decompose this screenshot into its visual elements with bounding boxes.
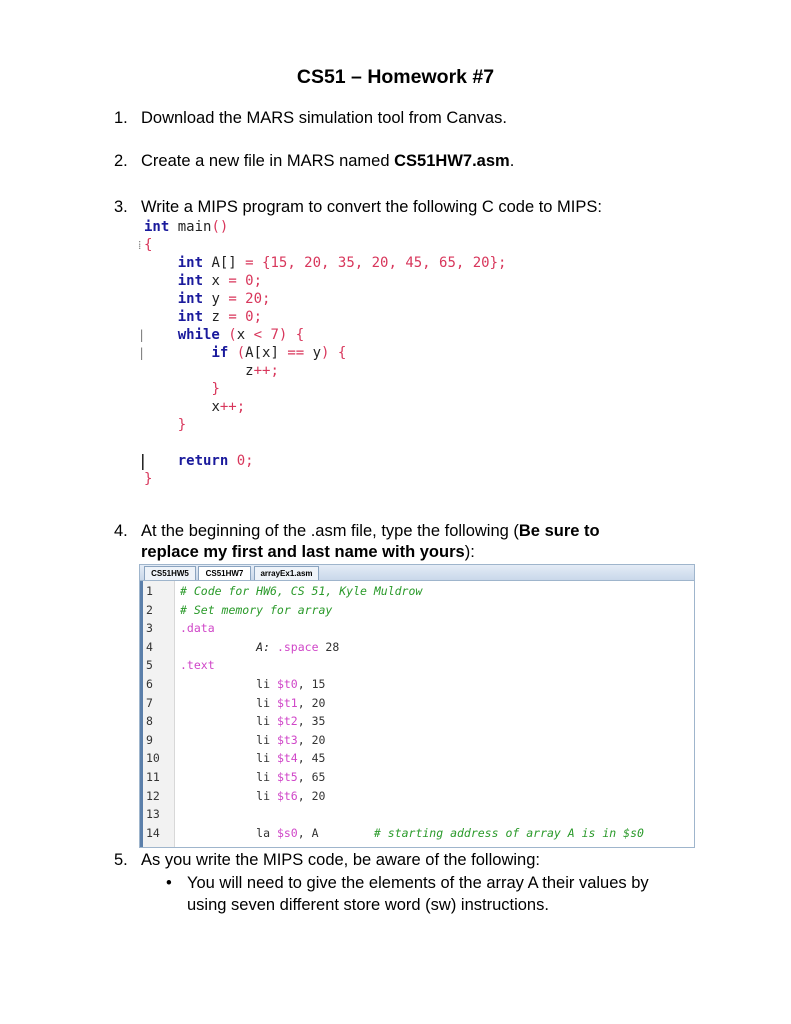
step-text-post: . xyxy=(509,152,515,170)
step-number: 2. xyxy=(114,152,128,170)
code-operand: , 15 xyxy=(297,677,326,691)
code-row xyxy=(140,638,694,656)
code-line: z++; xyxy=(245,363,279,379)
step-number: 4. xyxy=(114,522,128,540)
code-line: int A[] = {15, 20, 35, 20, 45, 65, 20}; xyxy=(177,255,507,271)
code-text xyxy=(180,638,339,656)
code-line: } xyxy=(177,417,187,433)
step-text: Download the MARS simulation tool from Canvas. xyxy=(141,109,507,127)
line-number: 5 xyxy=(146,658,153,673)
line-number: 12 xyxy=(146,788,160,803)
code-register: $s0 xyxy=(276,825,298,840)
c-code-image xyxy=(138,218,558,498)
code-line: while (x < 7) { xyxy=(177,327,305,343)
code-text xyxy=(180,787,325,805)
code-line: if (A[x] == y) { xyxy=(211,345,347,361)
code-directive: .data xyxy=(180,621,215,636)
code-operand: , 65 xyxy=(297,770,326,784)
fold-marker-icon: | xyxy=(138,346,146,360)
line-number: 11 xyxy=(146,770,160,784)
bullet-icon: • xyxy=(166,874,172,892)
tab-arrayex1[interactable]: arrayEx1.asm xyxy=(254,566,319,580)
code-row xyxy=(140,601,694,619)
line-number: 9 xyxy=(146,732,153,747)
code-row xyxy=(140,619,694,637)
line-number: 4 xyxy=(146,639,153,654)
tab-cs51hw7[interactable]: CS51HW7 xyxy=(198,566,251,580)
code-row xyxy=(140,787,694,805)
line-number: 13 xyxy=(146,807,160,822)
bullet-text-line2: using seven different store word (sw) instructions. xyxy=(187,896,549,914)
step-text-pre: Create a new file in MARS named xyxy=(141,152,395,170)
code-row xyxy=(140,694,694,712)
fold-marker-icon: | xyxy=(138,328,146,342)
code-text xyxy=(180,712,325,730)
code-text xyxy=(180,582,422,600)
code-register: $t2 xyxy=(276,714,298,729)
code-row xyxy=(140,824,694,842)
code-instruction: li xyxy=(256,788,277,803)
step-text xyxy=(141,151,514,172)
code-instruction: la xyxy=(256,825,277,840)
step-text-line2: replace my first and last name with yours): xyxy=(141,543,475,561)
code-comment: # Set memory for array xyxy=(180,602,333,617)
code-line: int z = 0; xyxy=(177,309,263,325)
code-row xyxy=(140,582,694,600)
step-number: 1. xyxy=(114,109,128,127)
line-number: 6 xyxy=(146,677,153,691)
tab-cs51hw5[interactable]: CS51HW5 xyxy=(144,566,196,580)
code-row xyxy=(140,768,694,786)
step-number: 3. xyxy=(114,198,128,216)
editor-tab-bar xyxy=(140,565,694,581)
code-register: $t4 xyxy=(276,751,298,766)
code-text xyxy=(180,749,325,767)
line-number: 1 xyxy=(146,584,153,598)
code-instruction: li xyxy=(256,677,277,691)
code-line: int main() xyxy=(144,219,229,235)
code-row xyxy=(140,712,694,730)
code-text xyxy=(180,694,325,712)
code-instruction: li xyxy=(256,695,277,710)
code-operand: 28 xyxy=(318,639,340,654)
code-operand: , 35 xyxy=(297,714,326,729)
code-row xyxy=(140,805,694,823)
code-register: $t3 xyxy=(276,732,298,747)
step-text: Write a MIPS program to convert the following C code to MIPS: xyxy=(141,198,602,216)
code-line: int x = 0; xyxy=(177,273,263,289)
code-operand: , 20 xyxy=(297,695,326,710)
code-instruction: li xyxy=(256,714,277,729)
code-text xyxy=(180,601,332,619)
code-operand: , 20 xyxy=(297,732,326,747)
code-instruction: li xyxy=(256,751,277,766)
code-register: $t5 xyxy=(276,770,298,784)
code-register: $t6 xyxy=(276,788,298,803)
code-row xyxy=(140,675,694,693)
code-text xyxy=(180,675,325,693)
code-text xyxy=(180,824,644,842)
code-line: int y = 20; xyxy=(177,291,271,307)
code-line: } xyxy=(211,381,220,397)
bullet-text-line1: You will need to give the elements of the array A their values by xyxy=(187,874,649,892)
code-text xyxy=(180,619,215,637)
text-cursor-icon: | xyxy=(138,451,148,470)
step-text: At the beginning of the .asm file, type the following (Be sure to xyxy=(141,522,600,540)
line-number: 14 xyxy=(146,825,160,840)
code-register: $t1 xyxy=(276,695,298,710)
code-label: A: xyxy=(256,639,277,654)
code-line: { xyxy=(144,237,153,253)
line-number: 7 xyxy=(146,695,153,710)
code-operand: , 20 xyxy=(297,788,326,803)
code-row xyxy=(140,656,694,674)
code-register: $t0 xyxy=(276,677,298,691)
step-text: As you write the MIPS code, be aware of the following: xyxy=(141,851,540,869)
step-number: 5. xyxy=(114,851,128,869)
code-text xyxy=(180,731,325,749)
code-line: } xyxy=(144,471,153,487)
code-line: return 0; xyxy=(177,453,254,469)
code-row xyxy=(140,731,694,749)
mars-editor-image xyxy=(139,564,695,848)
code-instruction: li xyxy=(256,770,277,784)
code-operand: , A xyxy=(297,825,319,840)
code-directive: .space xyxy=(276,639,319,654)
code-operand: , 45 xyxy=(297,751,326,766)
code-text xyxy=(180,768,325,786)
code-directive: .text xyxy=(180,658,215,673)
document-title: CS51 – Homework #7 xyxy=(296,66,495,88)
line-number: 2 xyxy=(146,602,153,617)
line-number: 8 xyxy=(146,714,153,729)
line-number: 3 xyxy=(146,621,153,636)
code-line: x++; xyxy=(211,399,246,415)
line-number: 10 xyxy=(146,751,160,766)
code-row xyxy=(140,749,694,767)
filename: CS51HW7.asm xyxy=(394,152,510,170)
fold-marker-icon: ⁞ xyxy=(138,238,142,252)
code-comment: # Code for HW6, CS 51, Kyle Muldrow xyxy=(180,584,423,598)
code-comment: # starting address of array A is in $s0 xyxy=(373,825,644,840)
code-instruction: li xyxy=(256,732,277,747)
code-text xyxy=(180,656,215,674)
